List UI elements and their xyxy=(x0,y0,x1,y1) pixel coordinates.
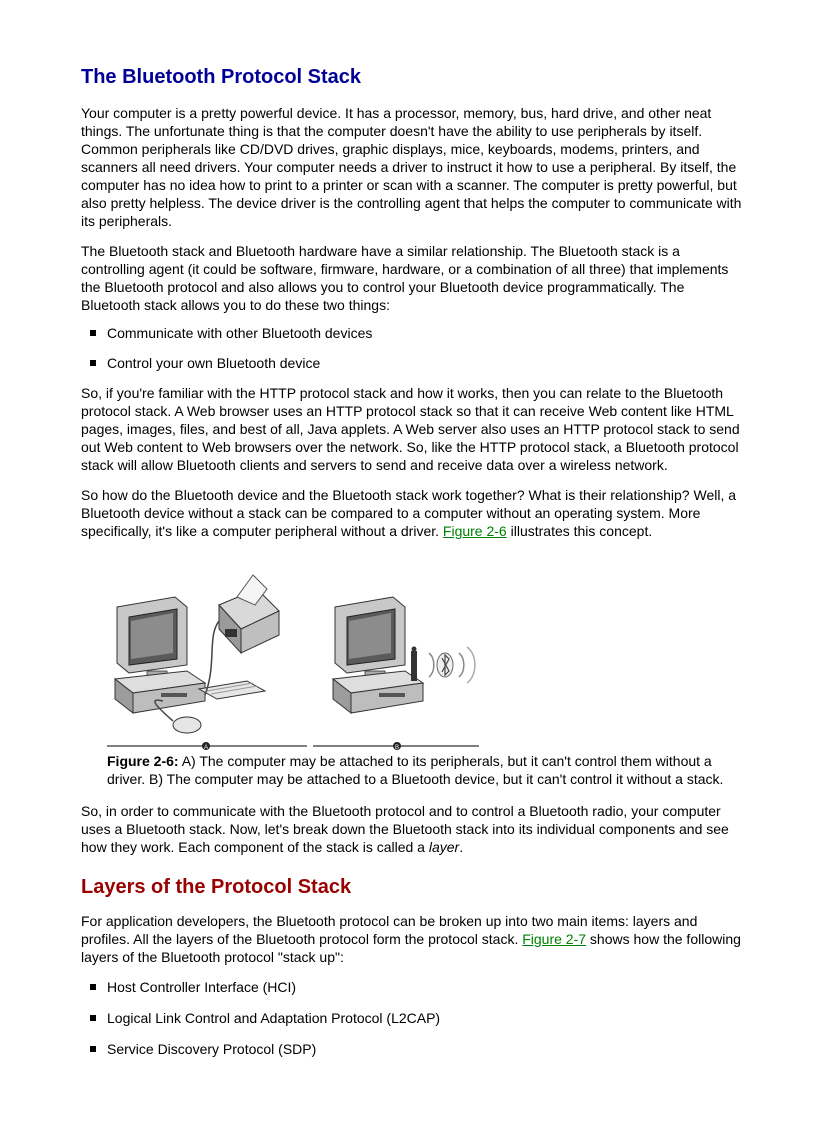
paragraph-3: So, if you're familiar with the HTTP protocol stack and how it works, then you can relate to the Bluetooth protocol stack. A Web browser uses an HTTP protocol stack so that it can receive Web content like HTML pages, images, files, and best of all, Java applets. A Web server also uses an HTTP protocol stack to send out Web content to Web browsers over the network. So, like the HTTP protocol stack, a Bluetooth protocol stack will allow Bluetooth clients and servers to send and receive data over a wireless network. xyxy=(81,385,740,473)
bullet-list-1 xyxy=(81,324,743,372)
section-title-layers: Layers of the Protocol Stack xyxy=(81,876,352,898)
figure-2-6-link[interactable]: Figure 2-6 xyxy=(442,523,507,539)
list-item: Control your own Bluetooth device xyxy=(81,354,743,372)
figure-2-6-illustration xyxy=(107,567,487,752)
document-page xyxy=(81,64,743,540)
paragraph-4: So how do the Bluetooth device and the Bluetooth stack work together? What is their relationship? Well, a Bluetooth device without a stack can be compared to a computer without an operating system. More specifically, it's like a computer peripheral without a driver. Figure 2-6 illustrates this concept. xyxy=(81,487,737,539)
paragraph-5: So, in order to communicate with the Bluetooth protocol and to control a Bluetooth radio, your computer uses a Bluetooth stack. Now, let's break down the Bluetooth stack into its individual components and see how they work. Each component of the stack is called a layer. xyxy=(81,803,729,855)
computer-case-a-icon xyxy=(115,671,205,713)
list-item: Service Discovery Protocol (SDP) xyxy=(81,1040,743,1058)
printer-icon xyxy=(219,575,279,653)
bullet-list-2 xyxy=(81,978,743,1058)
paragraph-2: The Bluetooth stack and Bluetooth hardware have a similar relationship. The Bluetooth stack is a controlling agent (it could be software, firmware, hardware, or a combination of all three) that implements the Bluetooth protocol and also allows you to control your Bluetooth device programmatically. The Bluetooth stack allows you to do these two things: xyxy=(81,243,729,313)
list-item: Logical Link Control and Adaptation Protocol (L2CAP) xyxy=(81,1009,743,1027)
document-page-lower xyxy=(81,802,743,1058)
computer-case-b-icon xyxy=(333,671,423,713)
list-item: Communicate with other Bluetooth devices xyxy=(81,324,743,342)
bluetooth-device-icon xyxy=(411,647,475,684)
computer-monitor-a-icon xyxy=(117,597,187,677)
figure-label-b: B xyxy=(394,745,400,751)
computer-monitor-b-icon xyxy=(335,597,405,677)
figure-caption: Figure 2-6: A) The computer may be attached to its peripherals, but it can't control them without a driver. B) The computer may be attached to a Bluetooth device, but it can't control it without a stack. xyxy=(107,753,724,787)
list-item: Host Controller Interface (HCI) xyxy=(81,978,743,996)
paragraph-6: For application developers, the Bluetooth protocol can be broken up into two main items: layers and profiles. All the layers of the Bluetooth protocol form the protocol stack. Figure 2-7 shows how the following layers of the Bluetooth protocol "stack up": xyxy=(81,913,741,965)
paragraph-1: Your computer is a pretty powerful device. It has a processor, memory, bus, hard drive, and other neat things. The unfortunate thing is that the computer doesn't have the ability to use peripherals by itself. Common peripherals like CD/DVD drives, graphic displays, mice, keyboards, modems, printers, and scanners all need drivers. Your computer needs a driver to instruct it how to use a peripheral. By itself, the computer has no idea how to print to a printer or scan with a scanner. The computer is pretty powerful, but also pretty helpless. The device driver is the controlling agent that helps the computer to communicate with its peripherals. xyxy=(81,105,742,229)
figure-label-a: A xyxy=(203,745,209,751)
mouse-icon xyxy=(173,717,201,733)
figure-2-7-link[interactable]: Figure 2-7 xyxy=(522,931,587,947)
section-title-bluetooth-protocol-stack: The Bluetooth Protocol Stack xyxy=(81,66,362,88)
